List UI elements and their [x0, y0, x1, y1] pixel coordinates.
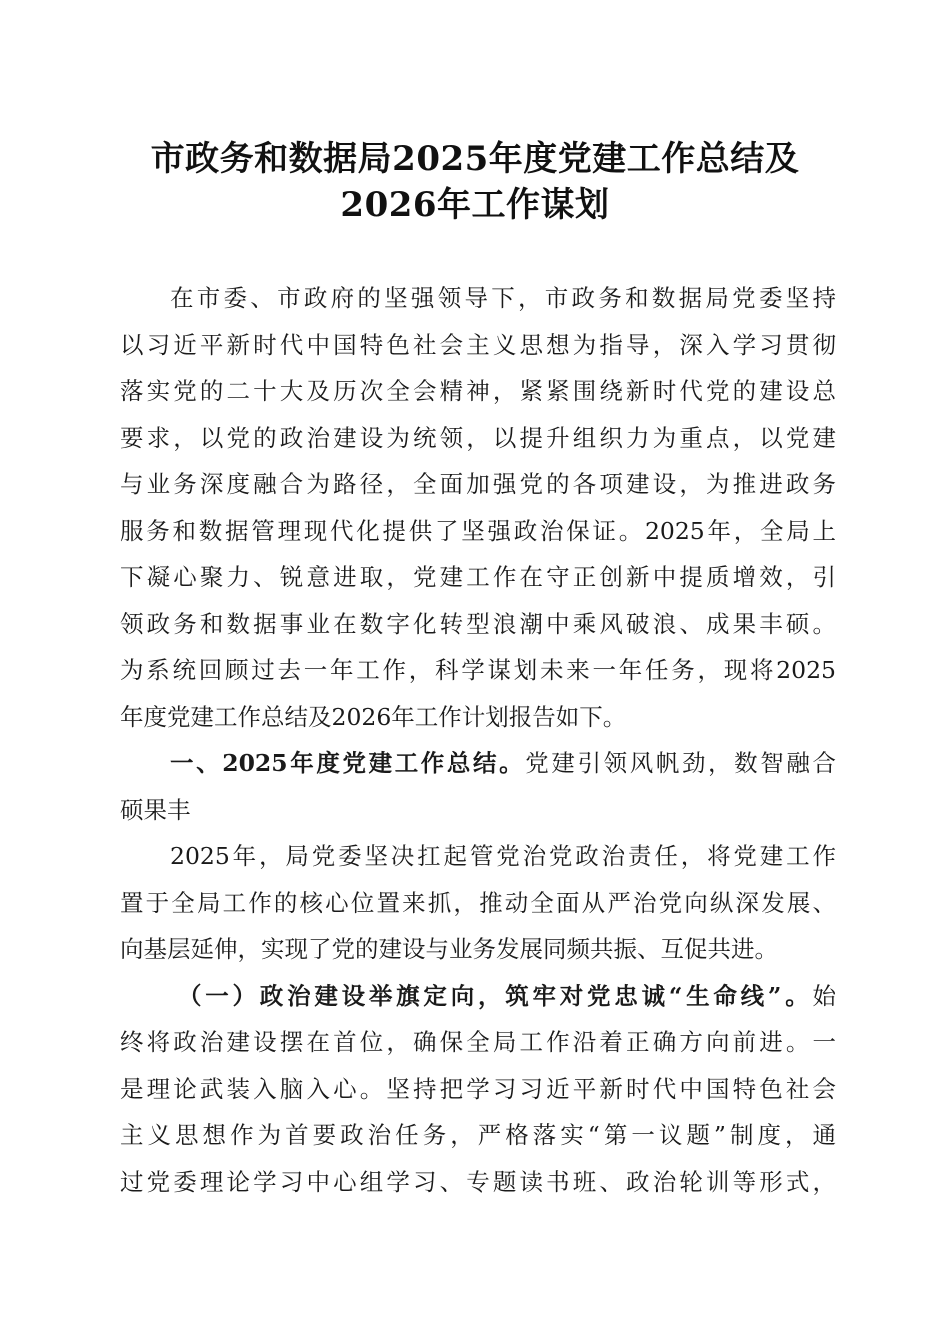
section-1-para-line-3: 向基层延伸，实现了党的建设与业务发展同频共振、互促共进。	[120, 935, 778, 963]
intro-line-6: 服务和数据管理现代化提供了坚强政治保证。2025年，全局上	[120, 516, 836, 545]
subsection-1-heading-rest: 始	[812, 981, 836, 1010]
intro-paragraph	[120, 275, 836, 740]
section-1-paragraph	[120, 833, 836, 973]
intro-line-10: 年度党建工作总结及2026年工作计划报告如下。	[120, 702, 627, 731]
intro-line-5: 与业务深度融合为路径，全面加强党的各项建设，为推进政务	[120, 470, 836, 498]
section-1-heading-rest: 党建引领风帆劲，数智融合	[525, 749, 837, 777]
section-1-heading-line-1	[120, 740, 836, 787]
section-1-heading	[120, 740, 836, 833]
document-body	[120, 275, 836, 1205]
intro-line-3: 落实党的二十大及历次全会精神，紧紧围绕新时代党的建设总	[120, 377, 836, 405]
intro-line-4: 要求，以党的政治建设为统领，以提升组织力为重点，以党建	[120, 423, 836, 452]
subsection-1-heading-bold: （一）政治建设举旗定向，筑牢对党忠诚“生命线”。	[178, 981, 813, 1010]
subsection-1-para-line-4: 过党委理论学习中心组学习、专题读书班、政治轮训等形式，	[120, 1167, 836, 1196]
section-1-para-line-1: 2025年，局党委坚决扛起管党治党政治责任，将党建工作	[170, 842, 836, 870]
intro-line-2: 以习近平新时代中国特色社会主义思想为指导，深入学习贯彻	[120, 330, 836, 359]
intro-line-7: 下凝心聚力、锐意进取，党建工作在守正创新中提质增效，引	[120, 563, 836, 591]
intro-line-8: 领政务和数据事业在数字化转型浪潮中乘风破浪、成果丰硕。	[120, 609, 836, 638]
section-1-heading-line-2: 硕果丰	[120, 795, 191, 824]
section-1-para-line-2: 置于全局工作的核心位置来抓，推动全面从严治党向纵深发展、	[120, 888, 836, 917]
intro-line-1: 在市委、市政府的坚强领导下，市政务和数据局党委坚持	[170, 284, 836, 312]
title-line-1: 市政务和数据局2025年度党建工作总结及	[150, 139, 800, 179]
title-line-2: 2026年工作谋划	[340, 185, 610, 225]
subsection-1-paragraph	[120, 973, 836, 1206]
subsection-1-para-line-2: 是理论武装入脑入心。坚持把学习习近平新时代中国特色社会	[120, 1074, 836, 1103]
document-title	[100, 136, 850, 228]
intro-line-9: 为系统回顾过去一年工作，科学谋划未来一年任务，现将2025	[120, 656, 836, 684]
section-1-heading-bold: 一、2025年度党建工作总结。	[170, 749, 526, 777]
subsection-1-heading-line	[120, 973, 836, 1020]
subsection-1-para-line-1: 终将政治建设摆在首位，确保全局工作沿着正确方向前进。一	[120, 1028, 836, 1056]
subsection-1-para-line-3: 主义思想作为首要政治任务，严格落实“第一议题”制度，通	[120, 1121, 836, 1149]
